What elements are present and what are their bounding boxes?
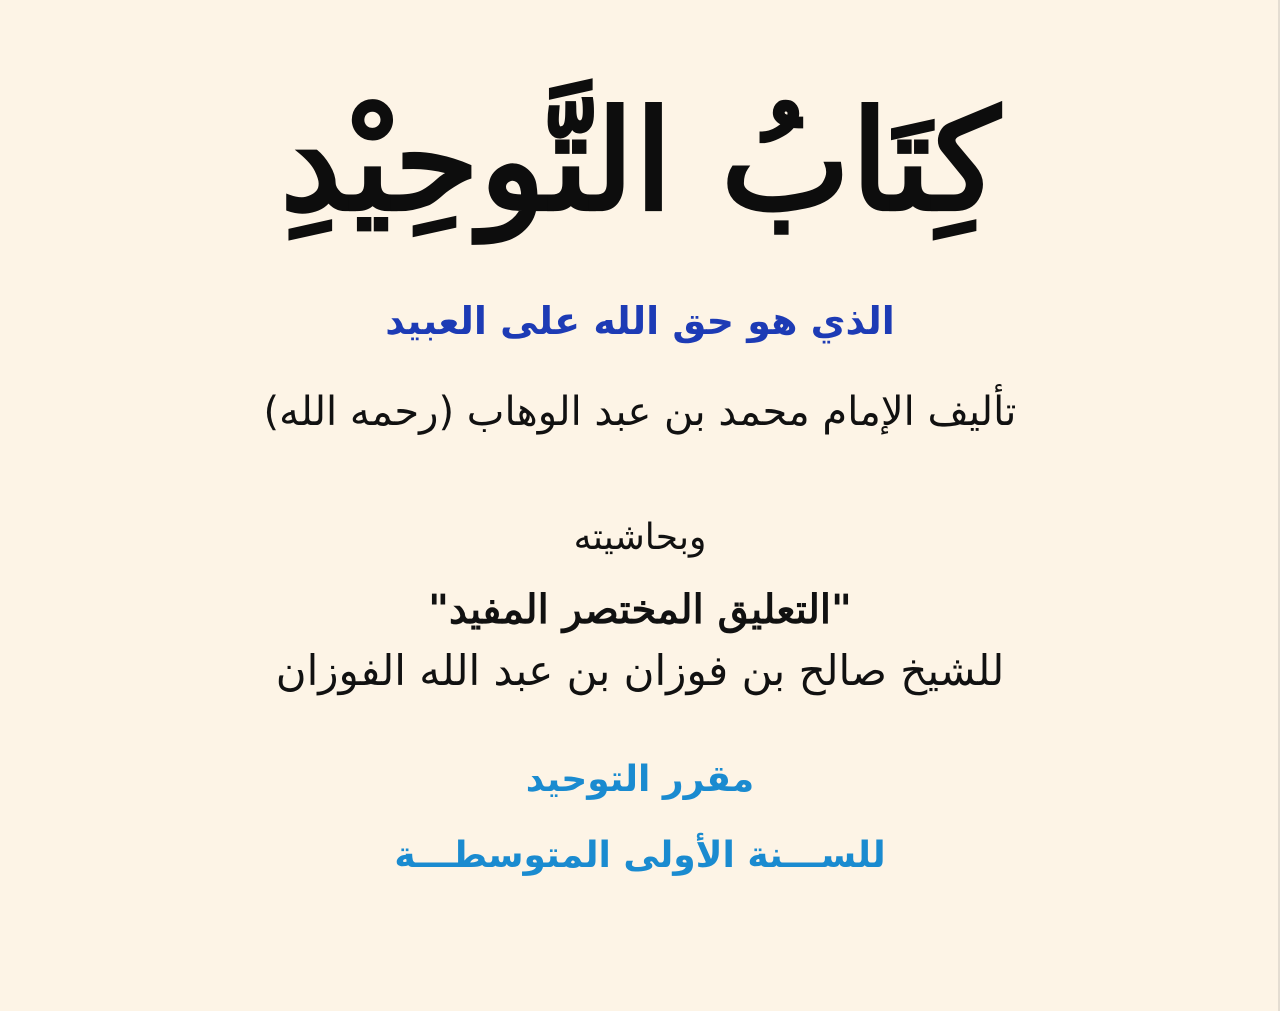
course-label: مقرر التوحيد [525,759,755,800]
book-subtitle: الذي هو حق الله على العبيد [385,299,895,343]
book-title: كِتَابُ التَّوحِيْدِ [279,79,1001,242]
gloss-title: "التعليق المختصر المفيد" [428,586,852,633]
gloss-author: للشيخ صالح بن فوزان بن عبد الله الفوزان [275,646,1005,695]
grade-label: للســـنة الأولى المتوسطـــة [394,835,886,876]
author-line: تأليف الإمام محمد بن عبد الوهاب (رحمه الله) [263,389,1017,435]
with-gloss-label: وبحاشيته [573,517,707,558]
